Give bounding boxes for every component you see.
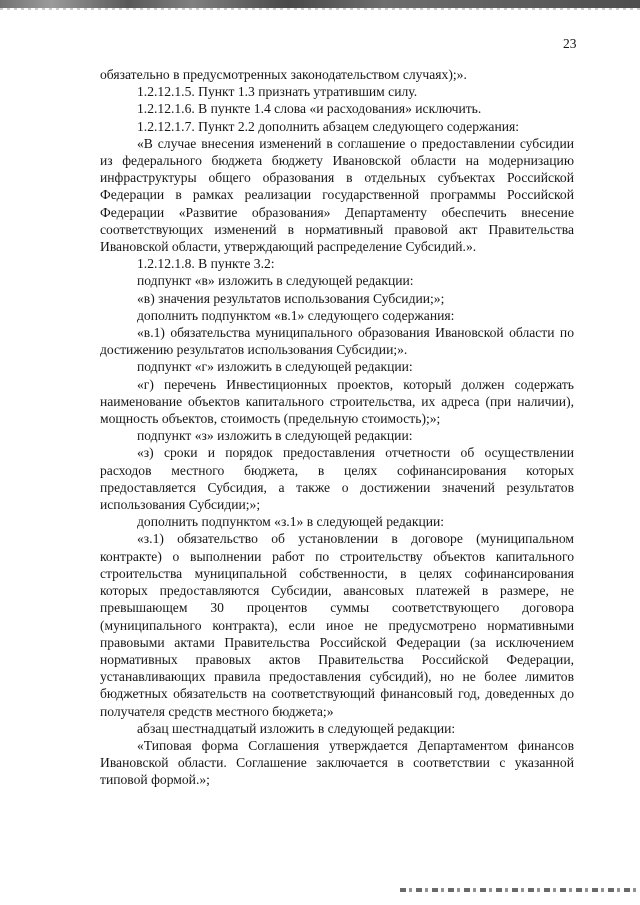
paragraph: подпункт «г» изложить в следующей редакции: — [137, 359, 413, 375]
paragraph: подпункт «з» изложить в следующей редакции: — [137, 428, 413, 444]
paragraph: дополнить подпунктом «в.1» следующего содержания: — [137, 307, 455, 323]
paragraph: «Типовая форма Соглашения утверждается Департаментом финансов Ивановской области. Соглашение заключается в соответствии с указанной типовой формой.»; — [100, 737, 574, 788]
paragraph: 1.2.12.1.7. Пункт 2.2 дополнить абзацем следующего содержания: — [137, 118, 520, 134]
paragraph: «В случае внесения изменений в соглашение о предоставлении субсидии из федерального бюджета бюджету Ивановской области на модернизацию инфраструктуры общего образования в отдельных субъектах Российской Федерации в рамках реализации государственной программы Российской Федерации «Развитие образования» Департаменту обеспечить внесение соответствующих изменений в нормативный правовой акт Правительства Ивановской области, утверждающий распределение Субсидий.». — [100, 135, 574, 255]
paragraph: абзац шестнадцатый изложить в следующей редакции: — [137, 720, 456, 736]
paragraph: «з.1) обязательство об установлении в договоре (муниципальном контракте) о выполнении работ по строительству объектов капитального строительства муниципальной собственности, в целях софинансирования которых предоставляются Субсидии, авансовых платежей в размере, не превышающем 30 процентов суммы соответствующего договора (муниципального контракта), если иное не предусмотрено нормативными правовыми актами Правительства Российской Федерации (за исключением нормативных правовых актов Правительства Российской Федерации, устанавливающих правила предоставления субсидий), но не более лимитов бюджетных обязательств на соответствующий финансовый год, доведенных до получателя средств местного бюджета;» — [100, 531, 574, 719]
scan-edge-top — [0, 0, 640, 8]
document-body — [100, 66, 574, 789]
paragraph: дополнить подпунктом «з.1» в следующей редакции: — [137, 514, 445, 530]
paragraph: «г) перечень Инвестиционных проектов, который должен содержать наименование объектов капитального строительства, их адреса (при наличии), мощность объектов, стоимость (предельную стоимость);»; — [100, 376, 574, 427]
paragraph: 1.2.12.1.8. В пункте 3.2: — [137, 256, 275, 272]
paragraph: «в.1) обязательства муниципального образования Ивановской области по достижению результатов использования Субсидии;». — [100, 325, 574, 358]
paragraph: «в) значения результатов использования Субсидии;»; — [137, 290, 445, 306]
paragraph: подпункт «в» изложить в следующей редакции: — [137, 273, 414, 289]
page-number: 23 — [563, 36, 577, 51]
paragraph: «з) сроки и порядок предоставления отчетности об осуществлении расходов местного бюджета, в целях софинансирования которых предоставляется Субсидия, а также о достижении значений результатов использования Субсидии;»; — [100, 445, 574, 513]
paragraph: обязательно в предусмотренных законодательством случаях);». — [100, 67, 467, 82]
scan-edge-bottom — [400, 888, 640, 892]
paragraph: 1.2.12.1.6. В пункте 1.4 слова «и расходования» исключить. — [137, 101, 482, 117]
paragraph: 1.2.12.1.5. Пункт 1.3 признать утратившим силу. — [137, 84, 418, 100]
